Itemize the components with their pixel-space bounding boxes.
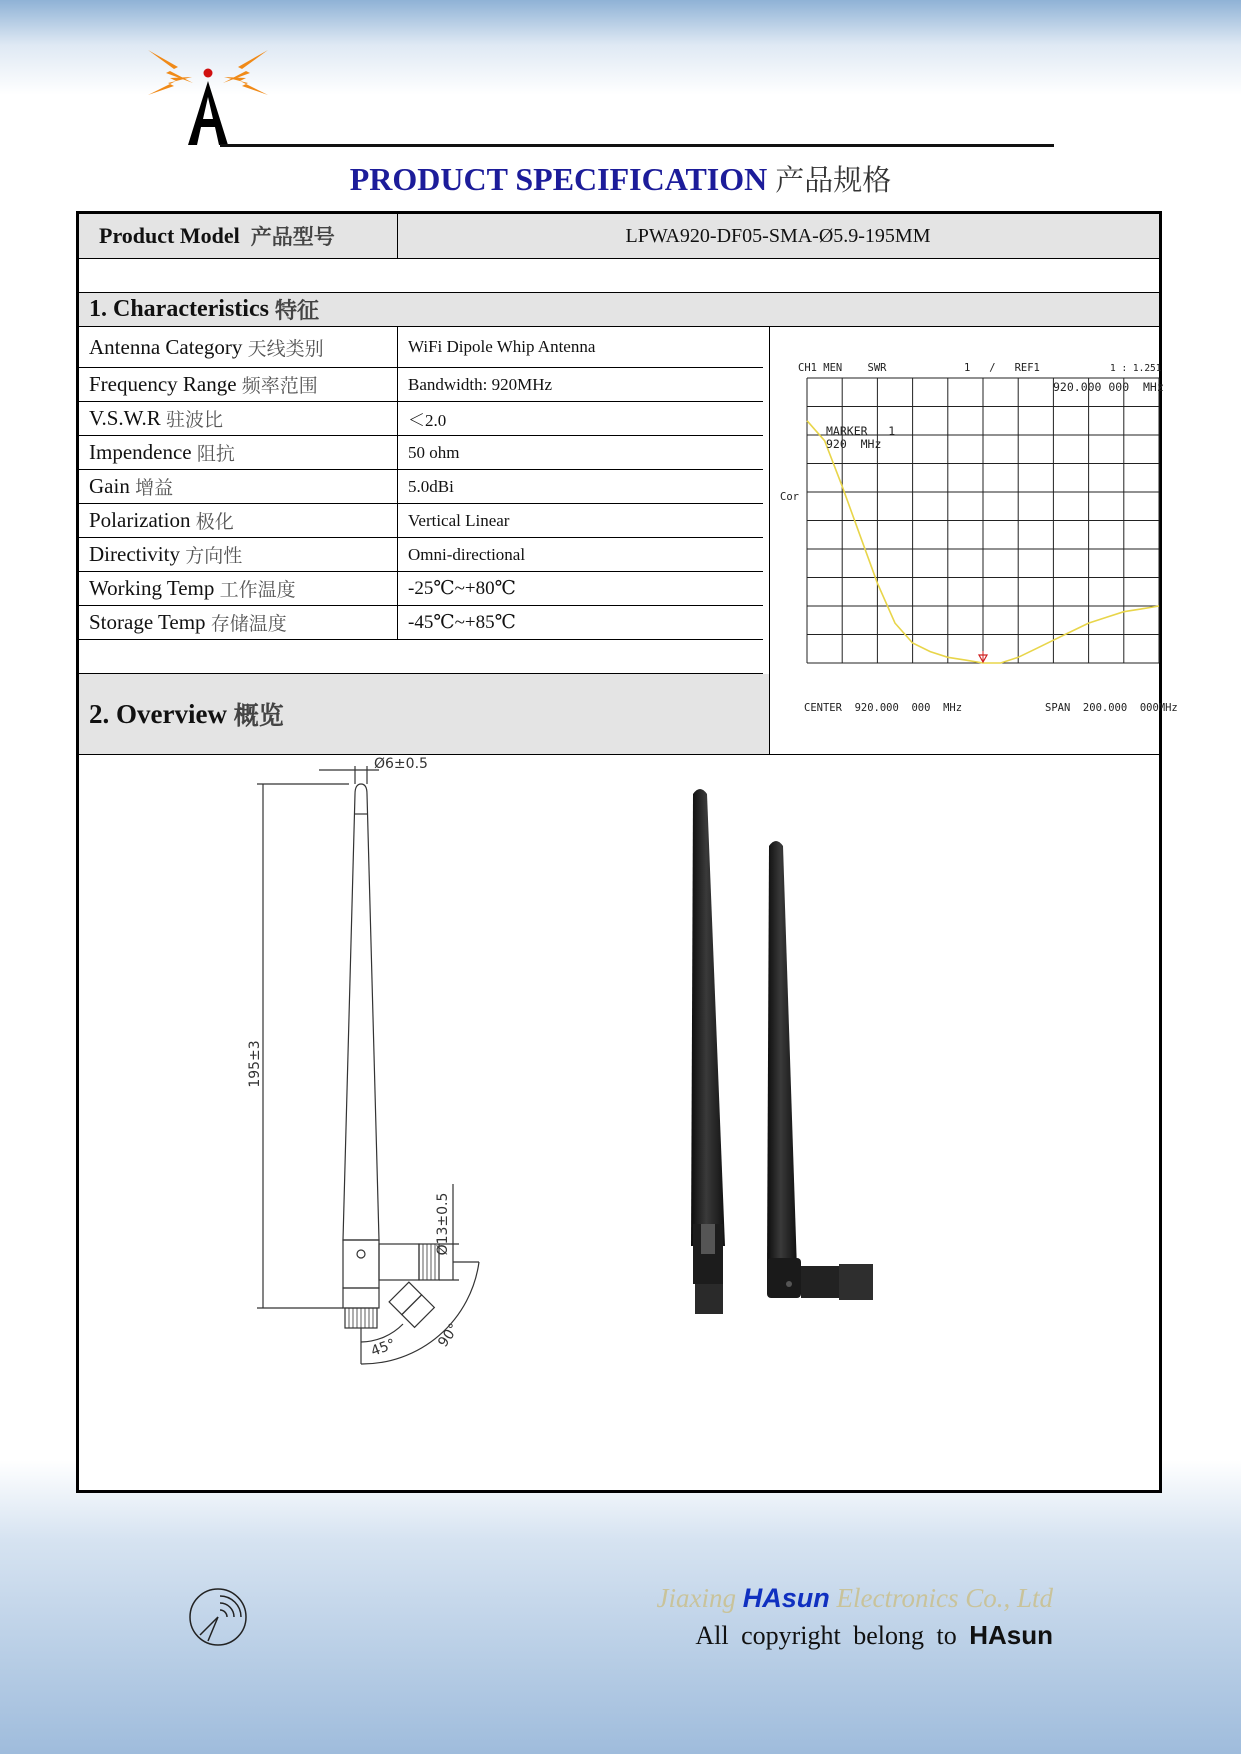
hinge-outline [343, 1240, 379, 1288]
swr-marker-icon [979, 651, 987, 662]
chart-header-left: CH1 MEN SWR [798, 362, 887, 374]
spec-row-value: 50 ohm [408, 442, 460, 462]
footer-company-pre: Jiaxing [656, 1583, 743, 1613]
characteristics-heading [79, 293, 1159, 326]
spec-label-en: Polarization [89, 508, 191, 532]
spec-row-label [79, 327, 397, 367]
chart-ref-value: 1 : 1.251 [1110, 363, 1162, 374]
chart-footer-left: CENTER 920.000 000 MHz [804, 702, 963, 714]
chart-marker-freq: 920 MHz [826, 437, 882, 451]
spec-row-value: WiFi Dipole Whip Antenna [408, 337, 596, 356]
antenna-photo [679, 784, 929, 1424]
spec-row-label [79, 470, 397, 503]
footer-logo-icon [186, 1585, 250, 1649]
footer-copyright [695, 1620, 1053, 1651]
divider [79, 754, 1159, 755]
divider [79, 639, 763, 640]
divider [79, 258, 1159, 259]
spec-sheet [76, 211, 1178, 1493]
bent-antenna-icon [767, 841, 873, 1300]
spec-label-cn: 增益 [135, 477, 174, 499]
chart-side-label: Cor [780, 491, 799, 503]
chart-marker-readout: 920.000 000 MHz [1053, 380, 1164, 394]
product-model-label [79, 214, 397, 258]
spec-label-en: Directivity [89, 542, 180, 566]
spec-label-cn: 频率范围 [241, 375, 318, 397]
overview-heading [79, 674, 769, 754]
antenna-dimension-drawing [247, 756, 649, 1374]
header-rule [220, 144, 1054, 147]
page-title [0, 158, 1241, 199]
dim-diameter-label: Ø6±0.5 [374, 756, 428, 772]
footer-copyright-brand: HAsun [969, 1620, 1053, 1650]
spec-label-cn: 存储温度 [210, 613, 287, 635]
angle-90-label: 90° [435, 1320, 463, 1351]
spec-row-value: Omni-directional [408, 544, 526, 564]
product-model-label-cn: 产品型号 [250, 225, 335, 249]
spec-label-cn: 方向性 [185, 545, 243, 567]
title-en: PRODUCT SPECIFICATION [349, 161, 768, 197]
spec-label-en: Frequency Range [89, 372, 237, 396]
title-cn: 产品规格 [775, 163, 892, 197]
spec-label-en: V.S.W.R [89, 406, 161, 430]
swr-chart [770, 327, 1178, 754]
dim-length-label: 195±3 [247, 1040, 263, 1088]
product-model-value: LPWA920-DF05-SMA-Ø5.9-195MM [397, 214, 1159, 258]
spec-label-en: Gain [89, 474, 130, 498]
angle-45-label: 45° [368, 1336, 398, 1360]
spec-row-value: -25℃~+80℃ [408, 578, 516, 599]
chart-footer-right: SPAN 200.000 000MHz [1045, 702, 1178, 714]
chart-marker-label: MARKER 1 [826, 424, 896, 438]
divider [397, 214, 398, 258]
spec-row-label [79, 436, 397, 469]
dim-connector-label: Ø13±0.5 [435, 1192, 451, 1256]
spec-row-value: ＜2.0 [408, 411, 447, 430]
chart-header-scale: 1 / REF1 [964, 362, 1040, 374]
divider [397, 327, 398, 639]
footer-brand: HAsun [742, 1583, 830, 1613]
spec-row-value: 5.0dBi [408, 476, 454, 496]
spec-label-cn: 天线类别 [247, 337, 324, 360]
spec-label-cn: 工作温度 [219, 579, 296, 601]
spec-row-label [79, 606, 397, 639]
footer-copyright-text: All copyright belong to [695, 1621, 970, 1650]
spec-row-label [79, 572, 397, 605]
characteristics-title-en: 1. Characteristics [89, 296, 269, 322]
antenna-body-outline [343, 784, 379, 1240]
spec-row-label [79, 402, 397, 435]
spec-label-en: Antenna Category [89, 334, 243, 359]
spec-row-label [79, 504, 397, 537]
company-logo-icon [148, 45, 268, 145]
spec-row-value: -45℃~+85℃ [408, 612, 516, 633]
chart-grid [807, 378, 1159, 663]
spec-row-value: Bandwidth: 920MHz [408, 374, 553, 394]
spec-label-en: Impendence [89, 440, 192, 464]
spec-label-en: Storage Temp [89, 610, 206, 634]
spec-row-value: Vertical Linear [408, 510, 510, 530]
product-model-label-en: Product Model [99, 223, 240, 248]
footer-company-post: Electronics Co., Ltd [829, 1583, 1053, 1613]
spec-label-en: Working Temp [89, 576, 215, 600]
spec-label-cn: 阻抗 [196, 443, 235, 465]
overview-title-cn: 概览 [233, 701, 284, 730]
spec-label-cn: 驻波比 [166, 409, 224, 431]
spec-label-cn: 极化 [195, 511, 234, 533]
footer-company-name [657, 1583, 1053, 1614]
spec-row-label [79, 538, 397, 571]
spec-row-label [79, 368, 397, 401]
characteristics-title-cn: 特征 [274, 299, 319, 324]
straight-antenna-icon [691, 789, 725, 1314]
overview-title-en: 2. Overview [89, 698, 227, 729]
